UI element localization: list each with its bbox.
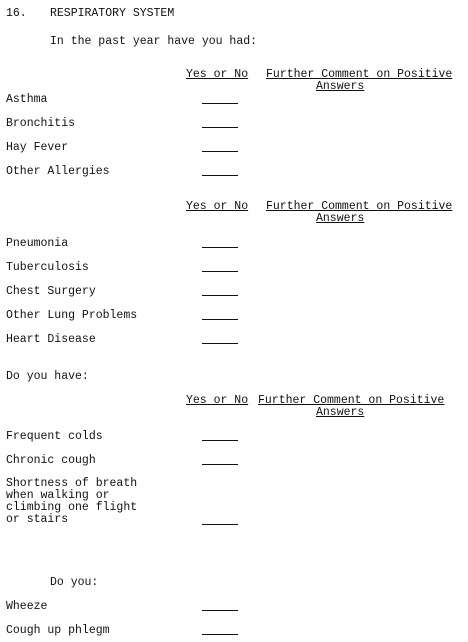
answer-blank[interactable]	[202, 634, 238, 635]
header-yes-no-1: Yes or No	[186, 68, 249, 81]
answer-blank[interactable]	[202, 343, 238, 344]
answer-blank[interactable]	[202, 175, 238, 176]
question-label: Bronchitis	[6, 117, 76, 130]
question-label: Wheeze	[6, 600, 48, 613]
header-yes-no-2: Yes or No	[186, 200, 249, 213]
header-further-comment-2: Further Comment on Positive	[266, 200, 453, 213]
header-answers-1: Answers	[316, 80, 365, 93]
answer-blank[interactable]	[202, 295, 238, 296]
answer-blank[interactable]	[202, 610, 238, 611]
answer-blank[interactable]	[202, 151, 238, 152]
question-label: Pneumonia	[6, 237, 69, 250]
section-number: 16.	[6, 7, 27, 20]
question-label: Tuberculosis	[6, 261, 89, 274]
question-label: Shortness of breath when walking or climbing one flight or stairs	[6, 477, 138, 526]
answer-blank[interactable]	[202, 464, 238, 465]
question-label: Other Allergies	[6, 165, 110, 178]
question-label: Heart Disease	[6, 333, 96, 346]
answer-blank[interactable]	[202, 103, 238, 104]
question-label: Other Lung Problems	[6, 309, 138, 322]
header-answers-2: Answers	[316, 212, 365, 225]
intro-past-year: In the past year have you had:	[50, 35, 258, 48]
question-label: Chronic cough	[6, 454, 96, 467]
answer-blank[interactable]	[202, 319, 238, 320]
header-further-comment-3: Further Comment on Positive	[258, 394, 445, 407]
header-answers-3: Answers	[316, 406, 365, 419]
answer-blank[interactable]	[202, 271, 238, 272]
intro-do-you: Do you:	[50, 576, 99, 589]
question-label: Frequent colds	[6, 430, 103, 443]
answer-blank[interactable]	[202, 247, 238, 248]
answer-blank[interactable]	[202, 127, 238, 128]
question-label: Chest Surgery	[6, 285, 96, 298]
question-label: Cough up phlegm	[6, 624, 110, 637]
answer-blank[interactable]	[202, 524, 238, 525]
intro-do-you-have: Do you have:	[6, 370, 89, 383]
question-label: Asthma	[6, 93, 48, 106]
answer-blank[interactable]	[202, 440, 238, 441]
header-yes-no-3: Yes or No	[186, 394, 249, 407]
section-title: RESPIRATORY SYSTEM	[50, 7, 175, 20]
header-further-comment-1: Further Comment on Positive	[266, 68, 453, 81]
question-label: Hay Fever	[6, 141, 69, 154]
